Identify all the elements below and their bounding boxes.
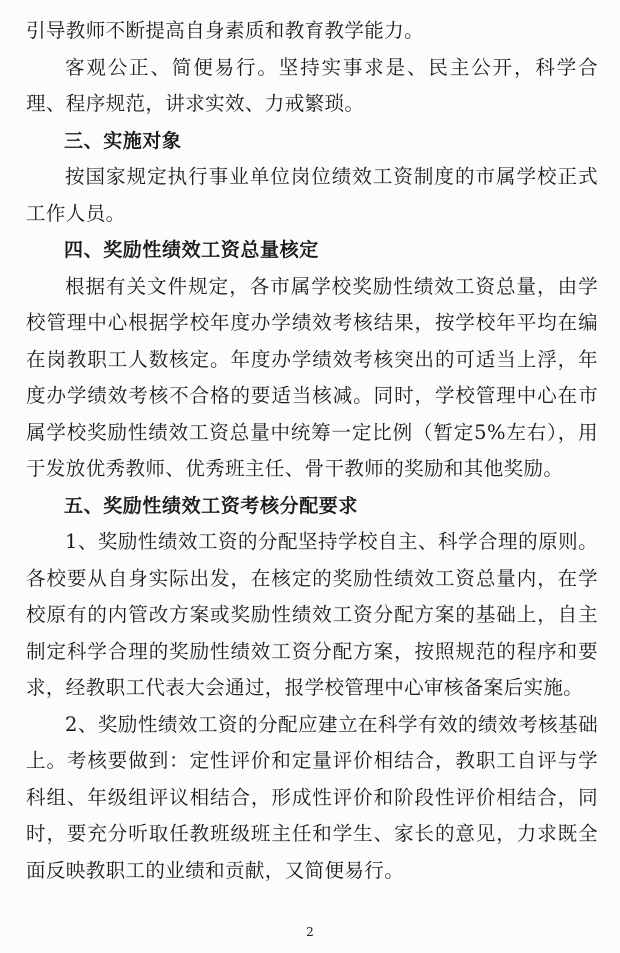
paragraph-requirement-2: 2、奖励性绩效工资的分配应建立在科学有效的绩效考核基础上。考核要做到：定性评价和定量评价相结合，教职工自评与学科组、年级组评议相结合，形成性评价和阶段性评价相结合，同时，要充分听取任教班级班主任和学生、家长的意见，力求既全面反映教职工的业绩和贡献，又简便易行。	[26, 712, 598, 882]
paragraph-requirement-1: 1、奖励性绩效工资的分配坚持学校自主、科学合理的原则。各校要从自身实际出发，在核定的奖励性绩效工资总量内，在学校原有的内管改方案或奖励性绩效工资分配方案的基础上，自主制定科学合理的奖励性绩效工资分配方案，按照规范的程序和要求，经教职工代表大会通过，报学校管理中心审核备案后实施。	[26, 530, 598, 699]
paragraph-principle-objective: 客观公正、简便易行。坚持实事求是、民主公开，科学合理、程序规范，讲求实效、力戒繁琐。	[26, 55, 598, 115]
section-heading-4: 四、奖励性绩效工资总量核定	[64, 239, 319, 261]
document-body	[26, 13, 598, 889]
section-heading-3: 三、实施对象	[64, 129, 182, 152]
section-heading-5: 五、奖励性绩效工资考核分配要求	[64, 494, 359, 517]
page-number: 2	[306, 925, 314, 939]
paragraph-target-staff: 按国家规定执行事业单位岗位绩效工资制度的市属学校正式工作人员。	[26, 165, 598, 225]
paragraph-total-amount: 根据有关文件规定，各市属学校奖励性绩效工资总量，由学校管理中心根据学校年度办学绩效考核结果，按学校年平均在编在岗教职工人数核定。年度办学绩效考核突出的可适当上浮，年度办学绩效考核不合格的要适当核减。同时，学校管理中心在市属学校奖励性绩效工资总量中统筹一定比例（暂定5%左右），用于发放优秀教师、优秀班主任、骨干教师的奖励和其他奖励。	[26, 274, 598, 480]
paragraph-continuation: 引导教师不断提高自身素质和教育教学能力。	[26, 19, 425, 42]
